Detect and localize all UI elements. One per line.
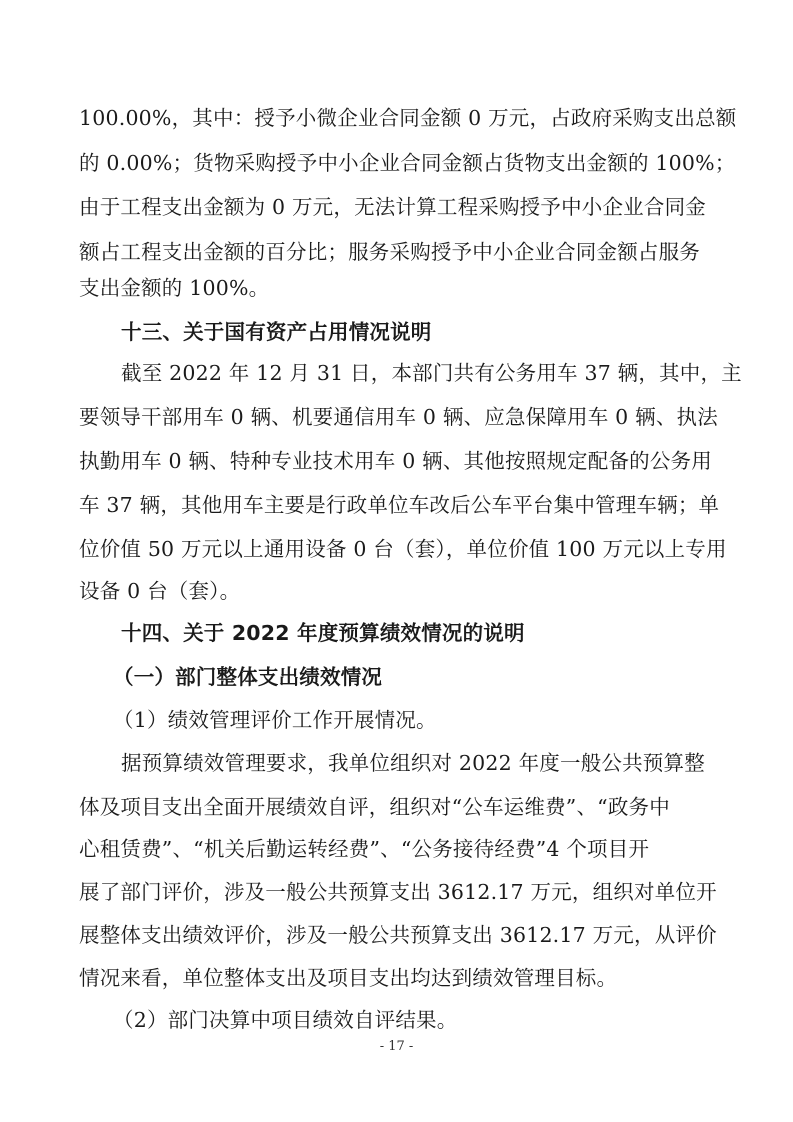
- paragraph-line: 的 0.00%；货物采购授予中小企业合同金额占货物支出金额的 100%；: [79, 151, 736, 175]
- item-heading-1: （1）绩效管理评价工作开展情况。: [113, 708, 437, 732]
- paragraph-line: 心租赁费”、“机关后勤运转经费”、“公务接待经费”4 个项目开: [79, 837, 650, 861]
- paragraph-line: 额占工程支出金额的百分比；服务采购授予中小企业合同金额占服务: [79, 240, 700, 264]
- section-heading-13: 十三、关于国有资产占用情况说明: [121, 320, 432, 344]
- subsection-heading-1: （一）部门整体支出绩效情况: [113, 665, 383, 689]
- paragraph-line: 展了部门评价，涉及一般公共预算支出 3612.17 万元，组织对单位开: [79, 880, 717, 904]
- paragraph-line: 100.00%，其中：授予小微企业合同金额 0 万元，占政府采购支出总额: [79, 106, 737, 130]
- paragraph-line: 由于工程支出金额为 0 万元，无法计算工程采购授予中小企业合同金: [79, 195, 706, 219]
- paragraph-line: 支出金额的 100%。: [79, 276, 270, 300]
- paragraph-line: 截至 2022 年 12 月 31 日，本部门共有公务用车 37 辆，其中，主: [121, 361, 742, 385]
- paragraph-line: 执勤用车 0 辆、特种专业技术用车 0 辆、其他按照规定配备的公务用: [79, 449, 712, 473]
- paragraph-line: 据预算绩效管理要求，我单位组织对 2022 年度一般公共预算整: [121, 751, 705, 775]
- paragraph-line: 车 37 辆，其他用车主要是行政单位车改后公车平台集中管理车辆；单: [79, 493, 720, 517]
- paragraph-line: 体及项目支出全面开展绩效自评，组织对“公车运维费”、“政务中: [79, 795, 670, 819]
- paragraph-line: 展整体支出绩效评价，涉及一般公共预算支出 3612.17 万元，从评价: [79, 923, 717, 947]
- paragraph-line: 位价值 50 万元以上通用设备 0 台（套），单位价值 100 万元以上专用: [79, 537, 727, 561]
- section-heading-14: 十四、关于 2022 年度预算绩效情况的说明: [121, 621, 525, 645]
- item-heading-2: （2）部门决算中项目绩效自评结果。: [113, 1008, 458, 1032]
- paragraph-line: 情况来看，单位整体支出及项目支出均达到绩效管理目标。: [79, 966, 618, 990]
- paragraph-line: 设备 0 台（套）。: [79, 579, 241, 603]
- page-number: - 17 -: [379, 1039, 414, 1054]
- paragraph-line: 要领导干部用车 0 辆、机要通信用车 0 辆、应急保障用车 0 辆、执法: [79, 405, 718, 429]
